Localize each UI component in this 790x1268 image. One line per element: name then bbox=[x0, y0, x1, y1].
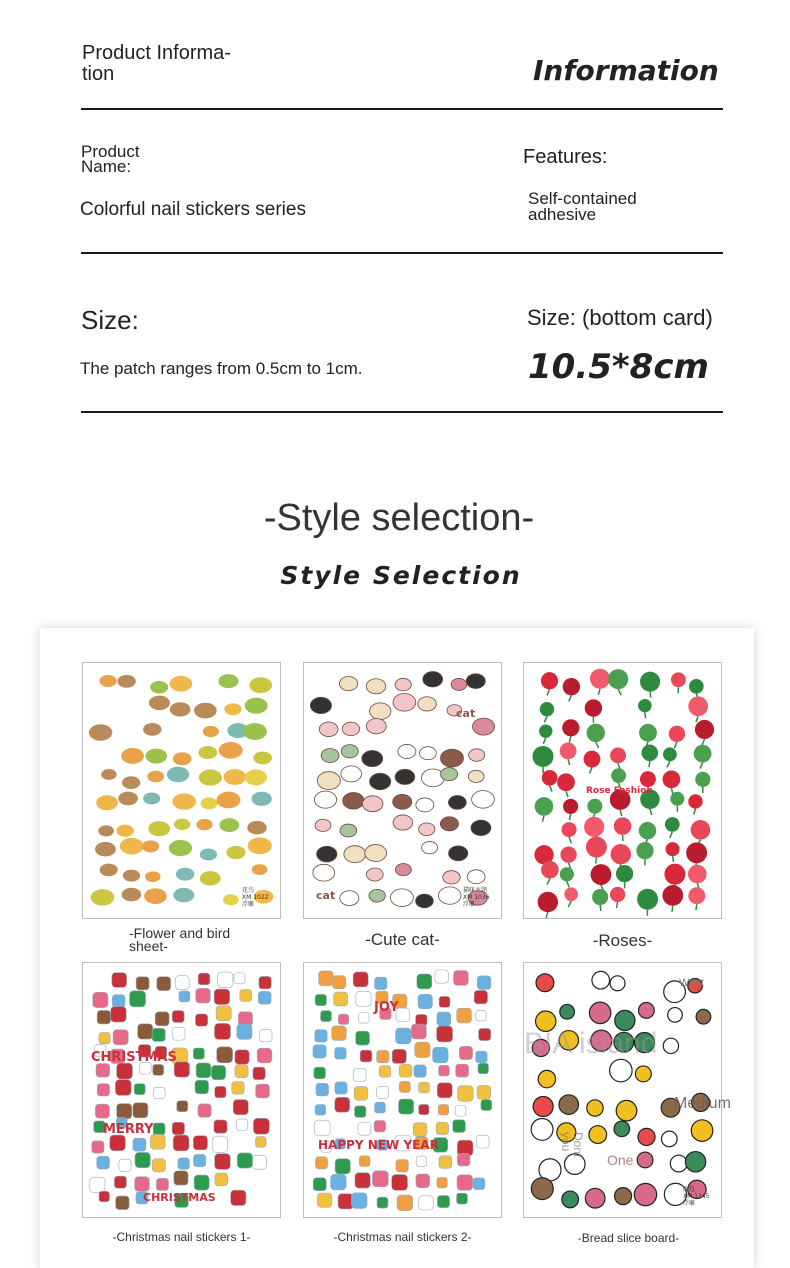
sticker-code-line: 浮雕 bbox=[242, 900, 254, 908]
happy-new-year-word: HAPPY NEW YEAR bbox=[318, 1138, 439, 1152]
divider-3 bbox=[81, 411, 723, 413]
sticker-code-line: 浮雕 bbox=[463, 900, 475, 908]
option-caption-cute-cat: -Cute cat- bbox=[303, 930, 502, 950]
divider-1 bbox=[81, 108, 723, 110]
rose-fashion-label: Rose Fashion bbox=[586, 786, 653, 796]
flower-bird-sticker-art bbox=[83, 663, 280, 918]
product-name-label: Product Name: bbox=[81, 144, 140, 174]
product-name-value: Colorful nail stickers series bbox=[80, 199, 306, 221]
roses-sheet-image[interactable] bbox=[523, 662, 722, 919]
christmas-2-sheet-image[interactable] bbox=[303, 962, 502, 1218]
style-selection-subtitle: Style Selection bbox=[0, 561, 790, 590]
christmas2-sticker-art bbox=[304, 963, 501, 1217]
cat-word-label: cat bbox=[456, 707, 475, 720]
patch-size-text: The patch ranges from 0.5cm to 1cm. bbox=[80, 359, 363, 379]
bottom-card-size-label: Size: (bottom card) bbox=[527, 305, 713, 331]
cat-sticker-art bbox=[304, 663, 501, 918]
sticker-code-line: XM 1245 bbox=[683, 1193, 710, 1200]
bread-sticker-art bbox=[524, 963, 721, 1217]
flower-bird-sheet-image[interactable] bbox=[82, 662, 281, 919]
sticker-code-line: XM 1036 bbox=[463, 894, 490, 901]
features-label: Features: bbox=[523, 146, 607, 169]
product-information-label: Product Informa- tion bbox=[82, 43, 231, 85]
information-title: Information bbox=[533, 54, 719, 87]
option-caption-bread: -Bread slice board- bbox=[529, 1231, 728, 1245]
sticker-code-line: 浮雕 bbox=[683, 1199, 695, 1207]
option-caption-christmas-2: -Christmas nail stickers 2- bbox=[303, 1230, 502, 1244]
christmas-word: CHRISTMAS bbox=[91, 1050, 177, 1065]
bread-slice-sheet-image[interactable] bbox=[523, 962, 722, 1218]
joy-word: JOY bbox=[373, 1000, 399, 1015]
christmas1-sticker-art bbox=[83, 963, 280, 1217]
watermark-medium: Medium bbox=[674, 1095, 731, 1113]
divider-2 bbox=[81, 252, 723, 254]
option-caption-christmas-1: -Christmas nail stickers 1- bbox=[82, 1230, 281, 1244]
option-caption-roses: -Roses- bbox=[523, 931, 722, 951]
style-selection-title: -Style selection- bbox=[0, 497, 790, 540]
watermark-one: One bbox=[607, 1152, 633, 1168]
sticker-code-line: 猫咪主题 bbox=[463, 886, 487, 894]
sticker-code-line: XM 1022 bbox=[242, 894, 269, 901]
size-label: Size: bbox=[81, 305, 139, 336]
cute-cat-sheet-image[interactable] bbox=[303, 662, 502, 919]
features-value: Self-contained adhesive bbox=[528, 191, 637, 223]
christmas-word-2: CHRISTMAS bbox=[143, 1191, 216, 1204]
christmas-1-sheet-image[interactable] bbox=[82, 962, 281, 1218]
roses-sticker-art bbox=[524, 663, 721, 918]
sticker-code-line: 面包 bbox=[683, 1185, 695, 1193]
watermark-dont-you: Dont you bbox=[560, 1132, 584, 1157]
watermark-bia-island: BIA island bbox=[524, 1027, 657, 1061]
watermark-west: West bbox=[679, 977, 704, 989]
option-caption-flower-bird: -Flower and bird sheet- bbox=[129, 927, 230, 953]
cat-word-label-2: cat bbox=[316, 889, 335, 902]
merry-word: MERRY bbox=[103, 1122, 154, 1137]
sticker-code-line: 花鸟 bbox=[242, 886, 254, 894]
bottom-card-size-value: 10.5*8cm bbox=[528, 347, 709, 387]
